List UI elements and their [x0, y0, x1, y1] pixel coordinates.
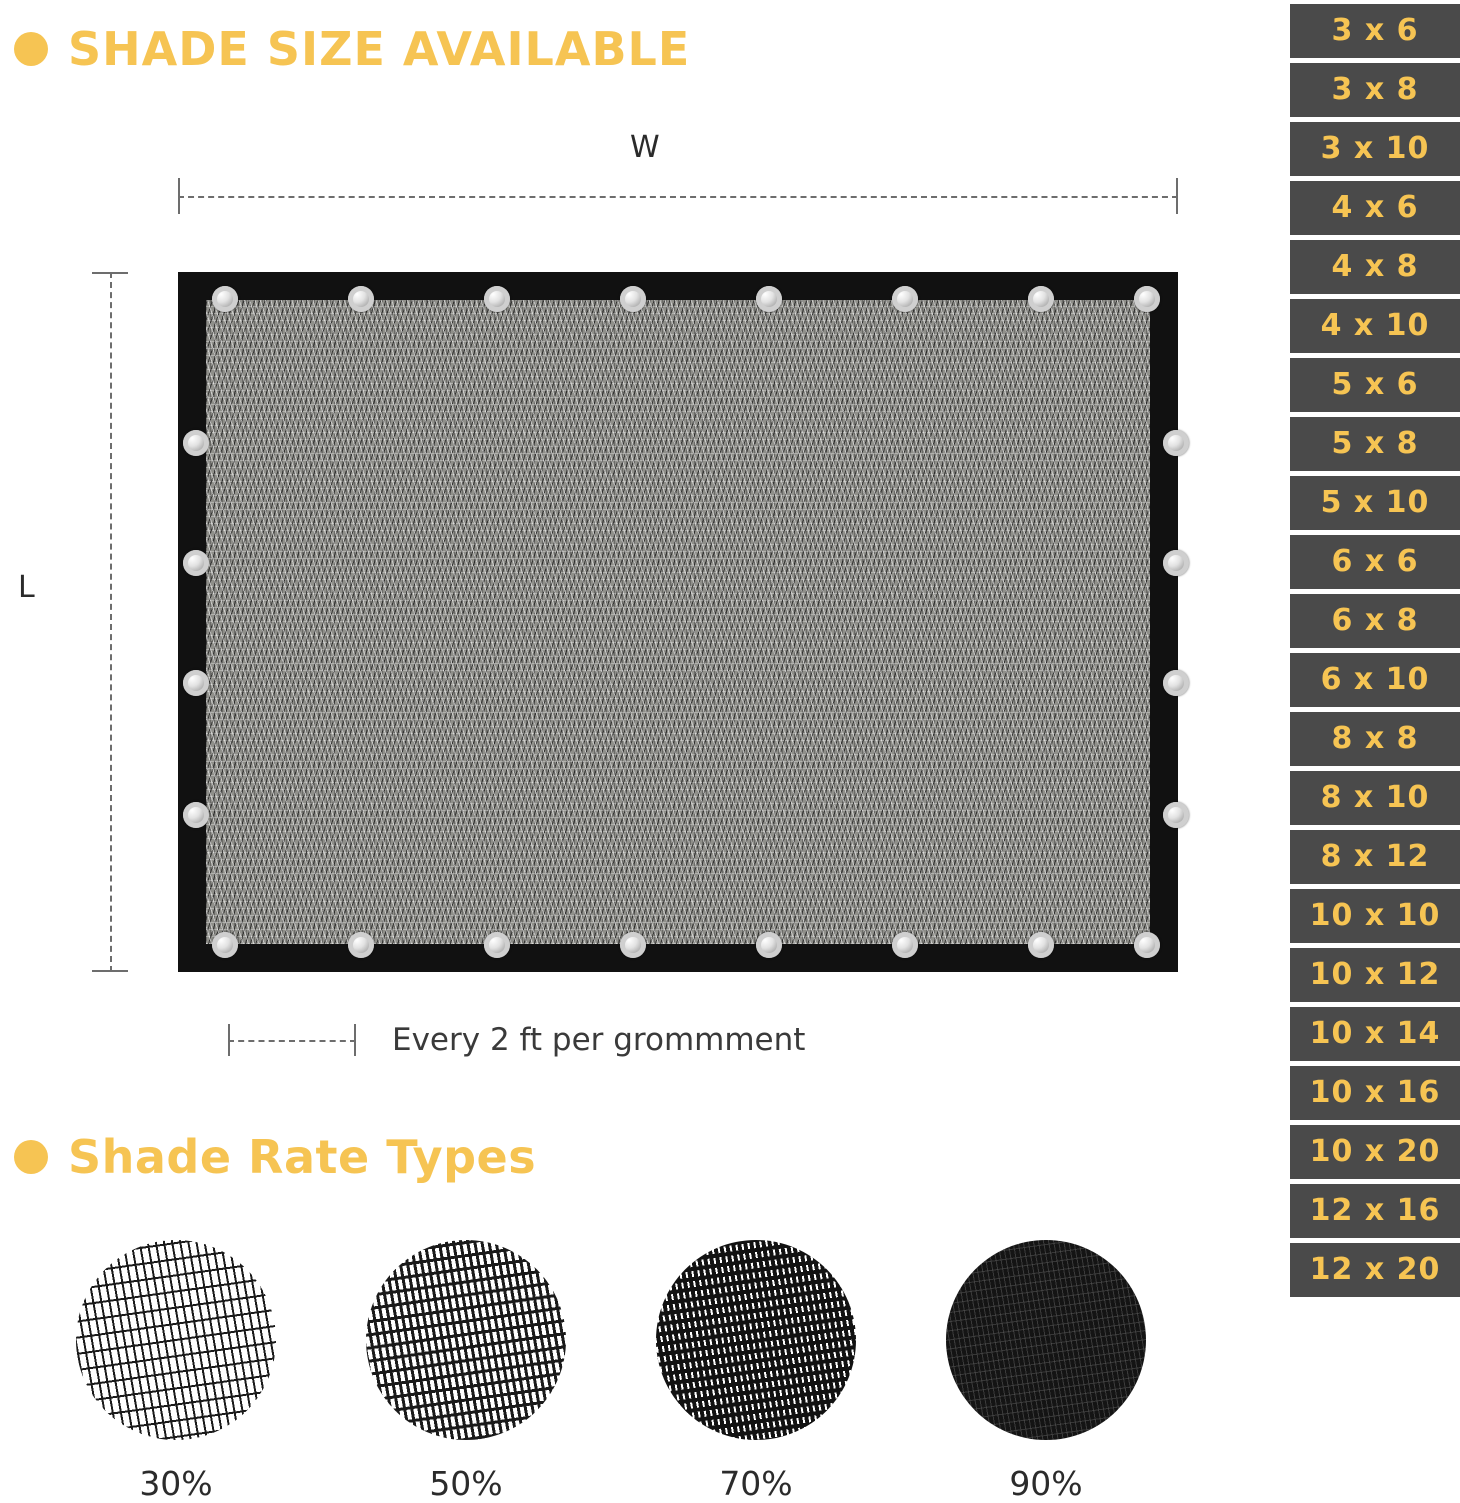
grommet	[1163, 670, 1189, 696]
grommet	[1134, 286, 1160, 312]
grommet	[756, 286, 782, 312]
grommet	[1163, 550, 1189, 576]
grommet-spacing-tick-right	[354, 1024, 356, 1056]
shade-rate-label-70: 70%	[719, 1464, 793, 1503]
size-chip[interactable]: 10 x 14	[1290, 1007, 1460, 1061]
size-chip[interactable]: 10 x 10	[1290, 889, 1460, 943]
grommet	[484, 932, 510, 958]
grommet	[183, 802, 209, 828]
size-chip[interactable]: 10 x 16	[1290, 1066, 1460, 1120]
size-chip[interactable]: 12 x 16	[1290, 1184, 1460, 1238]
grommet-spacing-caption: Every 2 ft per grommment	[392, 1022, 806, 1058]
grommet	[1028, 286, 1054, 312]
length-label: L	[18, 570, 35, 605]
grommet	[1163, 802, 1189, 828]
shade-rate-label-30: 30%	[139, 1464, 213, 1503]
size-chip[interactable]: 6 x 10	[1290, 653, 1460, 707]
width-tick-left	[178, 178, 180, 214]
width-tick-right	[1176, 178, 1178, 214]
size-chip[interactable]: 8 x 10	[1290, 771, 1460, 825]
shade-rate-label-50: 50%	[429, 1464, 503, 1503]
length-tick-bottom	[92, 970, 128, 972]
size-chip[interactable]: 3 x 8	[1290, 63, 1460, 117]
shade-rate-texture-70	[656, 1240, 856, 1440]
shade-rate-texture-50	[366, 1240, 566, 1440]
size-chip[interactable]: 8 x 12	[1290, 830, 1460, 884]
grommet	[183, 430, 209, 456]
shade-rate-swatch-70	[656, 1240, 856, 1503]
size-chip[interactable]: 6 x 6	[1290, 535, 1460, 589]
size-chip[interactable]: 5 x 10	[1290, 476, 1460, 530]
width-dimension-line	[178, 196, 1178, 198]
grommet	[348, 932, 374, 958]
size-list	[1290, 0, 1460, 1297]
grommet	[183, 550, 209, 576]
shade-rate-texture-90	[946, 1240, 1146, 1440]
bullet-dot-icon	[14, 32, 48, 66]
shade-rate-heading	[14, 1130, 536, 1184]
grommet	[212, 286, 238, 312]
grommet	[1163, 430, 1189, 456]
shade-rate-label-90: 90%	[1009, 1464, 1083, 1503]
size-chip[interactable]: 3 x 6	[1290, 4, 1460, 58]
size-chip[interactable]: 3 x 10	[1290, 122, 1460, 176]
shade-cloth-panel	[178, 272, 1178, 972]
size-chip[interactable]: 4 x 8	[1290, 240, 1460, 294]
size-chip[interactable]: 5 x 6	[1290, 358, 1460, 412]
grommet	[1028, 932, 1054, 958]
grommet	[183, 670, 209, 696]
size-chip[interactable]: 5 x 8	[1290, 417, 1460, 471]
shade-rate-texture-30	[76, 1240, 276, 1440]
size-chip[interactable]: 10 x 12	[1290, 948, 1460, 1002]
grommet	[212, 932, 238, 958]
length-dimension-line	[110, 272, 112, 972]
shade-rate-swatch-90	[946, 1240, 1146, 1503]
size-chip[interactable]: 8 x 8	[1290, 712, 1460, 766]
shade-rate-swatch-30	[76, 1240, 276, 1503]
grommet	[892, 932, 918, 958]
size-chip[interactable]: 4 x 10	[1290, 299, 1460, 353]
shade-mesh-texture	[206, 300, 1150, 944]
length-tick-top	[92, 272, 128, 274]
shade-size-heading-text: SHADE SIZE AVAILABLE	[68, 22, 691, 76]
width-label: W	[630, 130, 660, 165]
shade-rate-heading-text: Shade Rate Types	[68, 1130, 537, 1184]
grommet	[756, 932, 782, 958]
size-chip[interactable]: 6 x 8	[1290, 594, 1460, 648]
shade-rate-swatch-50	[366, 1240, 566, 1503]
grommet-spacing-tick-left	[228, 1024, 230, 1056]
grommet	[892, 286, 918, 312]
size-chip[interactable]: 4 x 6	[1290, 181, 1460, 235]
grommet	[348, 286, 374, 312]
shade-size-heading	[14, 22, 690, 76]
grommet	[620, 286, 646, 312]
size-chip[interactable]: 10 x 20	[1290, 1125, 1460, 1179]
grommet-spacing-line	[228, 1040, 356, 1042]
grommet	[1134, 932, 1160, 958]
size-chip[interactable]: 12 x 20	[1290, 1243, 1460, 1297]
bullet-dot-icon	[14, 1140, 48, 1174]
grommet	[484, 286, 510, 312]
grommet	[620, 932, 646, 958]
